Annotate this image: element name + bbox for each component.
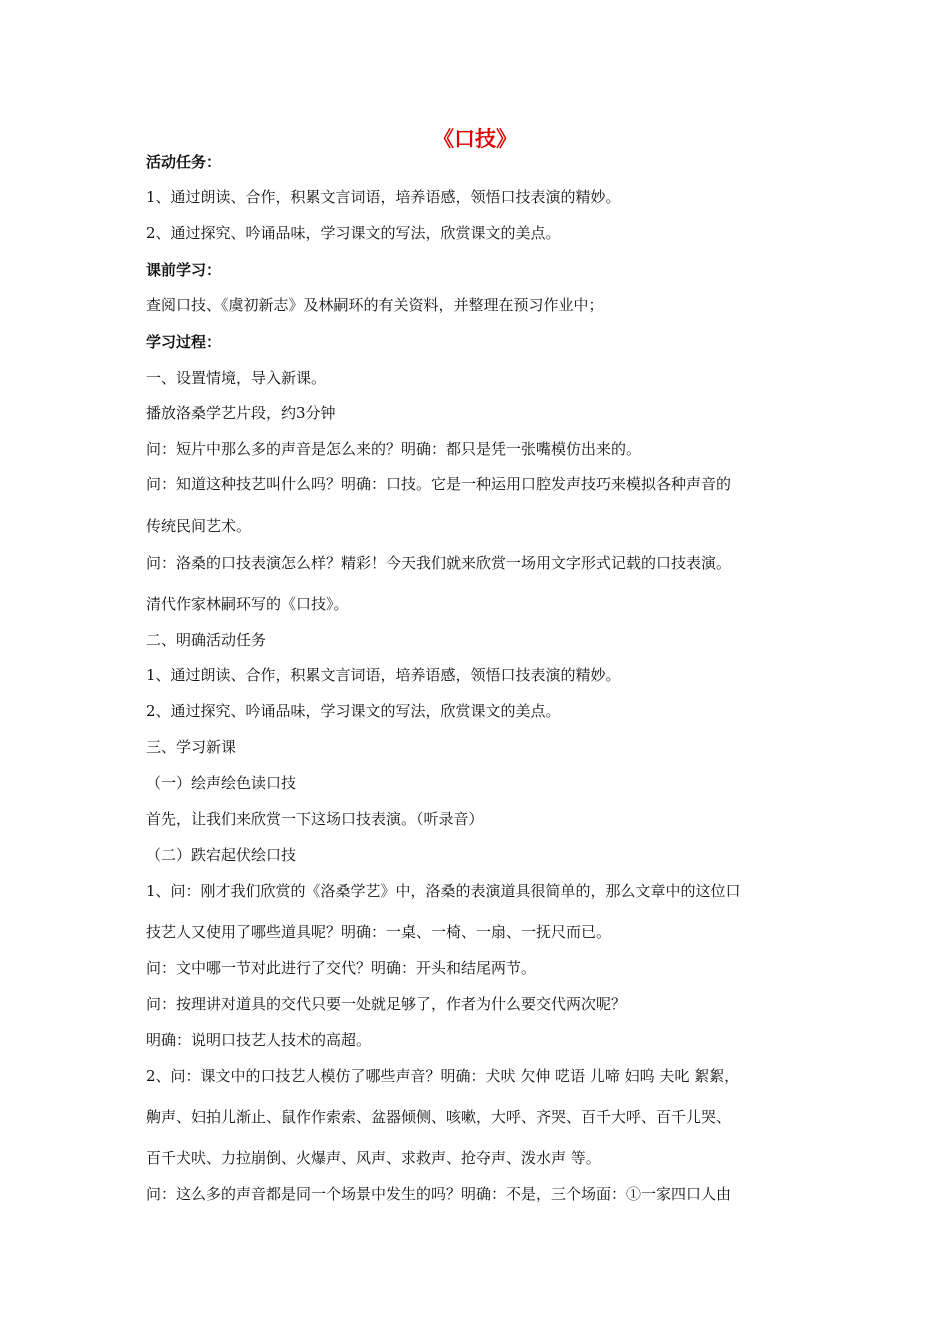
body-text-line: 一、设置情境，导入新课。 <box>146 369 327 387</box>
body-text-line: 传统民间艺术。 <box>146 517 252 535</box>
body-text-line: 问：知道这种技艺叫什么吗？明确：口技。它是一种运用口腔发声技巧来模拟各种声音的 <box>146 475 732 493</box>
body-text-line: 问：洛桑的口技表演怎么样？精彩！今天我们就来欣赏一场用文字形式记载的口技表演。 <box>146 554 732 572</box>
body-text-line: 2、问：课文中的口技艺人模仿了哪些声音？明确：犬吠 欠伸 呓语 儿啼 妇呜 夫叱 絮絮， <box>146 1067 740 1085</box>
body-text-line: 首先，让我们来欣赏一下这场口技表演。（听录音） <box>146 810 484 828</box>
section-heading: 课前学习： <box>146 261 222 279</box>
body-text-line: 清代作家林嗣环写的《口技》。 <box>146 595 349 613</box>
body-text-line: 问：短片中那么多的声音是怎么来的？明确：都只是凭一张嘴模仿出来的。 <box>146 440 642 458</box>
body-text-line: 二、明确活动任务 <box>146 631 267 649</box>
body-text-line: 2、通过探究、吟诵品味，学习课文的写法，欣赏课文的美点。 <box>146 224 561 242</box>
body-text-line: 查阅口技、《虞初新志》及林嗣环的有关资料，并整理在预习作业中； <box>146 296 604 314</box>
body-text-line: 问：文中哪一节对此进行了交代？明确：开头和结尾两节。 <box>146 959 537 977</box>
body-text-line: （二）跌宕起伏绘口技 <box>146 846 297 864</box>
body-text-line: 问：按理讲对道具的交代只要一处就足够了，作者为什么要交代两次呢？ <box>146 995 627 1013</box>
document-title: 《口技》 <box>433 127 517 151</box>
section-heading: 活动任务： <box>146 153 222 171</box>
body-text-line: 齁声、妇拍儿渐止、鼠作作索索、盆器倾侧、咳嗽，大呼、齐哭、百千大呼、百千儿哭、 <box>146 1108 732 1126</box>
section-heading: 学习过程： <box>146 333 222 351</box>
body-text-line: 1、通过朗读、合作，积累文言词语，培养语感，领悟口技表演的精妙。 <box>146 188 621 206</box>
body-text-line: 问：这么多的声音都是同一个场景中发生的吗？明确：不是，三个场面：①一家四口人由 <box>146 1185 732 1203</box>
body-text-line: 明确：说明口技艺人技术的高超。 <box>146 1031 372 1049</box>
body-text-line: （一）绘声绘色读口技 <box>146 774 297 792</box>
body-text-line: 播放洛桑学艺片段，约3分钟 <box>146 404 336 422</box>
body-text-line: 1、通过朗读、合作，积累文言词语，培养语感，领悟口技表演的精妙。 <box>146 666 621 684</box>
body-text-line: 三、学习新课 <box>146 738 237 756</box>
body-text-line: 百千犬吠、力拉崩倒、火爆声、风声、求救声、抢夺声、泼水声 等。 <box>146 1149 601 1167</box>
body-text-line: 1、问：刚才我们欣赏的《洛桑学艺》中，洛桑的表演道具很简单的，那么文章中的这位口 <box>146 882 741 900</box>
body-text-line: 技艺人又使用了哪些道具呢？明确：一桌、一椅、一扇、一抚尺而已。 <box>146 923 612 941</box>
body-text-line: 2、通过探究、吟诵品味，学习课文的写法，欣赏课文的美点。 <box>146 702 561 720</box>
